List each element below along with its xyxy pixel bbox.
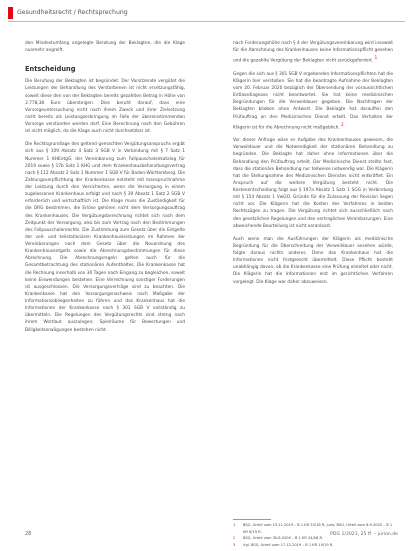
footnote-text: BSG, Urteil vom 19.11.2019 – B 1 KR 33/18 R, juris; BSG, Urteil vom 8.9.2020 – B 1 KR 6/19 R. bbox=[243, 523, 393, 534]
body-paragraph: Die Rechtsgrundlage des geltend gemachten Vergütungsanspruchs ergibt sich aus § 109 Absatz 4 Satz 3 SGB V in Verbindung mit § 7 Satz 1 Nummer 1 KHEntgG, der Vereinbarung zum Fallpauschalenkatalog für 2019 sowie § 17b Satz 1 KHG und dem Krankenhausbehandlungsvertrag nach § 112 Absatz 2 Satz 1 Nummer 1 SGB V für Baden-Württemberg. Die Zahlungsverpflichtung der Krankenkasse entsteht mit Inanspruchnahme der Leistung durch den Versicherten, wenn die Versorgung in einem zugelassenen Krankenhaus erfolgt und nach § 39 Absatz 1 Satz 2 SGB V erforderlich und wirtschaftlich ist. Die Klage muss die Zuständigkeit für die DRG bestimmen, die Erlöse gehören nicht dem Versorgungsauftrag des Krankenhauses. Die Vergütungsberechnung richtet sich nach dem Zeitpunkt der Versorgung, also bis zum Vertrag nach den Bestimmungen des Fallpauschalenrechts. Die Zustimmung zum Gesetz über die Entgelte der voll- und teilstationären Krankenhausleistungen im Rahmen der Vereinbarungen nach dem Gesetz über die Neuordnung des Krankenhausentgelts sowie die Abrechnungsbestimmungen für diese Abrechnung. Die Abrechnungsregeln gelten auch für die Gesamtbetrachtung des stationären Aufenthaltes. Die Krankenkasse hat die Rechnung innerhalb von 30 Tagen nach Eingang zu begleichen, soweit keine Einwendungen bestehen. Eine Verrechnung sonstiger Forderungen ist ausgeschlossen. Die Versorgungsverträge sind zu beachten. Die Krankenkasse hat den Vorsorgungsnachweis nach Maßgabe der Informationsobliegenheiten zu führen und das Krankenhaus hat die Informationen der Krankenkasse nach § 301 SGB V vollständig zu übermitteln. Die Regelungen des Vergütungsrechts sind streng nach ihrem Wortlaut auszulegen; Spielräume für Bewertungen und Billigkeitserwägungen bestehen nicht. bbox=[25, 142, 185, 333]
footnote-text: BSG, Urteil vom 30.6.2009 – B 1 KR 24/08 R. bbox=[243, 536, 324, 541]
running-header bbox=[0, 7, 413, 20]
footnote-number: 3 bbox=[233, 543, 236, 548]
header-accent-bar bbox=[8, 7, 13, 19]
footnote-ref[interactable]: 1 bbox=[374, 55, 378, 61]
body-paragraph: Auch wenn man die Ausführungen der Klägerin als medizinische Begründung für die Überschreitung der Verweildauer ansehen würde, folgte daraus nichts anderes. Denn das Krankenhaus hat die Informationen nicht fristgerecht übermittelt. Diese Pflicht besteht unabhängig davon, ob die Krankenkasse eine Prüfung einleitet oder nicht. Die Klägerin hat die Informationen erst im gerichtlichen Verfahren vorgelegt. Die Klage war daher abzuweisen. bbox=[233, 236, 393, 285]
footnote-text: Vgl. BSG, Urteil vom 17.12.2019 – B 1 KR 19/19 R. bbox=[243, 543, 334, 548]
footnote-rule bbox=[233, 519, 271, 520]
paragraph-text: nach Forderungshöhe nach § 4 der Vergütungsvereinbarung wird insoweit für die Abrechnung des Krankenhauses keine Informationspflicht gesehen und die gezahlte Vergütung der Beklagten nicht zurückgefordert. bbox=[233, 41, 393, 64]
journal-citation: PDG 1/2021, 25 ff. – jurion.de bbox=[330, 532, 398, 537]
footnote bbox=[233, 542, 398, 549]
paragraph-text: Gegen die sich aus § 301 SGB V ergebenden Informationspflichten hat die Klägerin hier verstoßen. Sie hat die beantragte Aufnahme der Beklagten vom 20. Februar 2020 bezüglich der Übersendung der voraussichtlichen Entlassdiagnose nicht beantwortet. Sie hat keine medizinischen Begründungen für die Verweildauer gegeben. Die Nachfragen der Beklagten blieben ohne Antwort. Die Beklagte hat daraufhin den Prüfauftrag an den Medizinischen Dienst erteilt. Das Verhalten der Klägerin ist für die Abrechnung nicht maßgeblich. bbox=[233, 71, 393, 131]
intro-paragraph: den Mindestumfang angelegte Beratung der Beklagten, die die Klage nunmehr angreift. bbox=[25, 41, 185, 54]
page-number: 28 bbox=[25, 531, 32, 537]
body-paragraph bbox=[233, 40, 393, 65]
body-paragraph bbox=[233, 71, 393, 131]
footnote-number: 2 bbox=[233, 536, 236, 541]
header-rule bbox=[8, 21, 405, 22]
header-title: Gesundheitsrecht / Rechtsprechung bbox=[17, 9, 128, 16]
footnote-number: 1 bbox=[233, 523, 236, 527]
body-paragraph: Vor dieser Anfrage wäre es Aufgabe des Krankenhauses gewesen, die Verweildauer und die Notwendigkeit der stationären Behandlung zu begründen. Die Beklagte hat daher ohne Informationen über die Behandlung den Prüfauftrag erteilt. Der Medizinische Dienst stellte fest, dass die stationäre Behandlung nur teilweise notwendig war. Die Klägerin hat die Stellungnahme des Medizinischen Dienstes nicht entkräftet. Ein Anspruch auf die weitere Vergütung besteht nicht. Die Kostenentscheidung folgt aus § 197a Absatz 1 Satz 1 SGG in Verbindung mit § 154 Absatz 1 VwGO. Gründe für die Zulassung der Revision liegen nicht vor. Die Klägerin hat die Kosten des Verfahrens in beiden Rechtszügen zu tragen. Die Vergütung richtet sich ausschließlich nach den gesetzlichen Regelungen und den vertraglichen Vereinbarungen. Eine abweichende Beurteilung ist nicht veranlasst. bbox=[233, 138, 393, 229]
left-column bbox=[25, 40, 185, 340]
body-paragraph: Die Berufung der Beklagten ist begründet. Der Vorsitzende vergütet die Leistungen der Behandlung des Verstorbenen ist nicht ersetzungsfähig, soweit diese den von der Beklagten bereits gezahlten Betrag in Höhe von 3.778,38 Euro übersteigen. Dies beruht darauf, dass eine Vorsorgeuntersuchung nicht nach ihrem Zweck und ihrer Zielsetzung nicht bereits als Leistungserbringung im Falle der übereinstimmenden Vorsorge verstanden werden darf. Eine Berechnung nach den Gebühren ist nicht möglich, da die Klage auch nicht durchsetzbar ist. bbox=[25, 79, 185, 135]
footnote-ref[interactable]: 2 bbox=[341, 121, 344, 127]
right-column bbox=[233, 40, 393, 292]
section-heading: Entscheidung bbox=[25, 65, 76, 74]
